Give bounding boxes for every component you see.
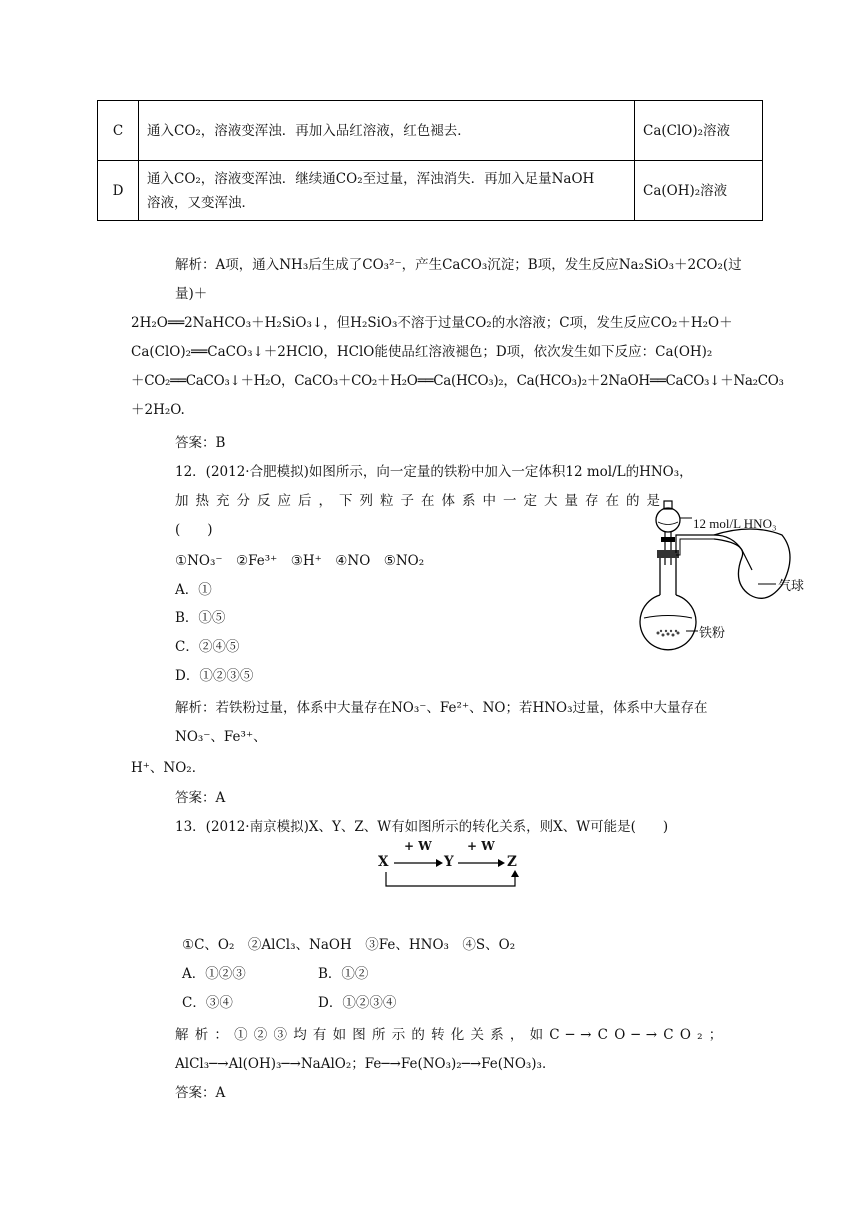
iron-powder-label: 铁粉 xyxy=(699,626,726,641)
reagent-label-1: + W xyxy=(404,839,432,853)
q13-analysis: AlCl₃─→Al(OH)₃─→NaAlO₂；Fe─→Fe(NO₃)₂─→Fe(NO₃)₃． xyxy=(175,1056,556,1072)
q13-option: C．③④ xyxy=(182,995,233,1011)
q12-analysis: 解析：若铁粉过量，体系中大量存在NO₃⁻、Fe²⁺、NO；若HNO₃过量，体系中大量存在 xyxy=(175,700,708,716)
q13-option: A．①②③ xyxy=(182,966,246,982)
q12-option: A．① xyxy=(175,582,212,598)
q12-stem: 加热充分反应后，下列粒子在体系中一定大量存在的是 xyxy=(175,493,667,509)
row-key: D xyxy=(98,161,139,221)
row-reagent: Ca(ClO)₂溶液 xyxy=(635,101,763,161)
row-description-line: 通入CO₂，溶液变浑浊．继续通CO₂至过量，浑浊消失．再加入足量NaOH xyxy=(147,170,595,187)
q12-answer: 答案：A xyxy=(175,790,226,806)
node-x: X xyxy=(378,854,389,870)
q11-analysis-line: 2H₂O══2NaHCO₃＋H₂SiO₃↓，但H₂SiO₃不溶于过量CO₂的水溶液；C项，发生反应CO₂＋H₂O＋ xyxy=(131,315,733,331)
q11-analysis-line: 解析：A项，通入NH₃后生成了CO₃²⁻，产生CaCO₃沉淀；B项，发生反应Na₂SiO₃＋2CO₂(过 xyxy=(175,257,742,273)
q12-option: D．①②③⑤ xyxy=(175,668,254,684)
q12-analysis: H⁺、NO₂． xyxy=(131,760,206,776)
row-key: C xyxy=(98,101,139,161)
q12-paren: ( ) xyxy=(175,522,213,538)
q12-option: B．①⑤ xyxy=(175,610,226,626)
q12-analysis: NO₃⁻、Fe³⁺、 xyxy=(175,729,267,745)
q13-answer: 答案：A xyxy=(175,1085,226,1101)
apparatus-figure xyxy=(632,495,822,665)
table-row xyxy=(98,101,763,161)
reagent-label-2: + W xyxy=(467,839,495,853)
row-description-line: 溶液，又变浑浊． xyxy=(147,194,255,211)
row-description xyxy=(139,161,635,221)
q11-analysis-line: ＋CO₂══CaCO₃↓＋H₂O，CaCO₃＋CO₂＋H₂O══Ca(HCO₃)₂，Ca(HCO₃)₂＋2NaOH══CaCO₃↓＋Na₂CO₃ xyxy=(131,373,784,389)
q11-analysis-line: 量)＋ xyxy=(175,286,208,302)
q12-items: ①NO₃⁻ ②Fe³⁺ ③H⁺ ④NO ⑤NO₂ xyxy=(175,553,425,569)
q11-analysis-line: ＋2H₂O. xyxy=(131,402,185,418)
node-y: Y xyxy=(444,854,454,870)
q13-analysis: 解析：①②③均有如图所示的转化关系，如C─→CO─→CO₂； xyxy=(175,1027,729,1043)
q11-answer: 答案：B xyxy=(175,435,226,451)
q11-analysis-line: Ca(ClO)₂══CaCO₃↓＋2HClO，HClO能使品红溶液褪色；D项，依次发生如下反应：Ca(OH)₂ xyxy=(131,344,713,360)
row-description: 通入CO₂，溶液变浑浊．再加入品红溶液，红色褪去． xyxy=(139,101,635,161)
row-reagent: Ca(OH)₂溶液 xyxy=(635,161,763,221)
q13-option: D．①②③④ xyxy=(318,995,397,1011)
acid-label: 12 mol/L HNO₃ xyxy=(693,516,777,531)
q12-stem: 12．(2012·合肥模拟)如图所示，向一定量的铁粉中加入一定体积12 mol/L的HNO₃， xyxy=(175,464,693,480)
options-table xyxy=(97,100,763,221)
node-z: Z xyxy=(507,854,517,870)
q13-stem: 13．(2012·南京模拟)X、Y、Z、W有如图所示的转化关系，则X、W可能是( ) xyxy=(175,819,669,835)
balloon-label: 气球 xyxy=(778,579,805,594)
q12-option: C．②④⑤ xyxy=(175,639,240,655)
q13-items: ①C、O₂ ②AlCl₃、NaOH ③Fe、HNO₃ ④S、O₂ xyxy=(182,937,516,953)
table-row xyxy=(98,161,763,221)
q13-option: B．①② xyxy=(318,966,369,982)
conversion-diagram xyxy=(375,839,525,893)
